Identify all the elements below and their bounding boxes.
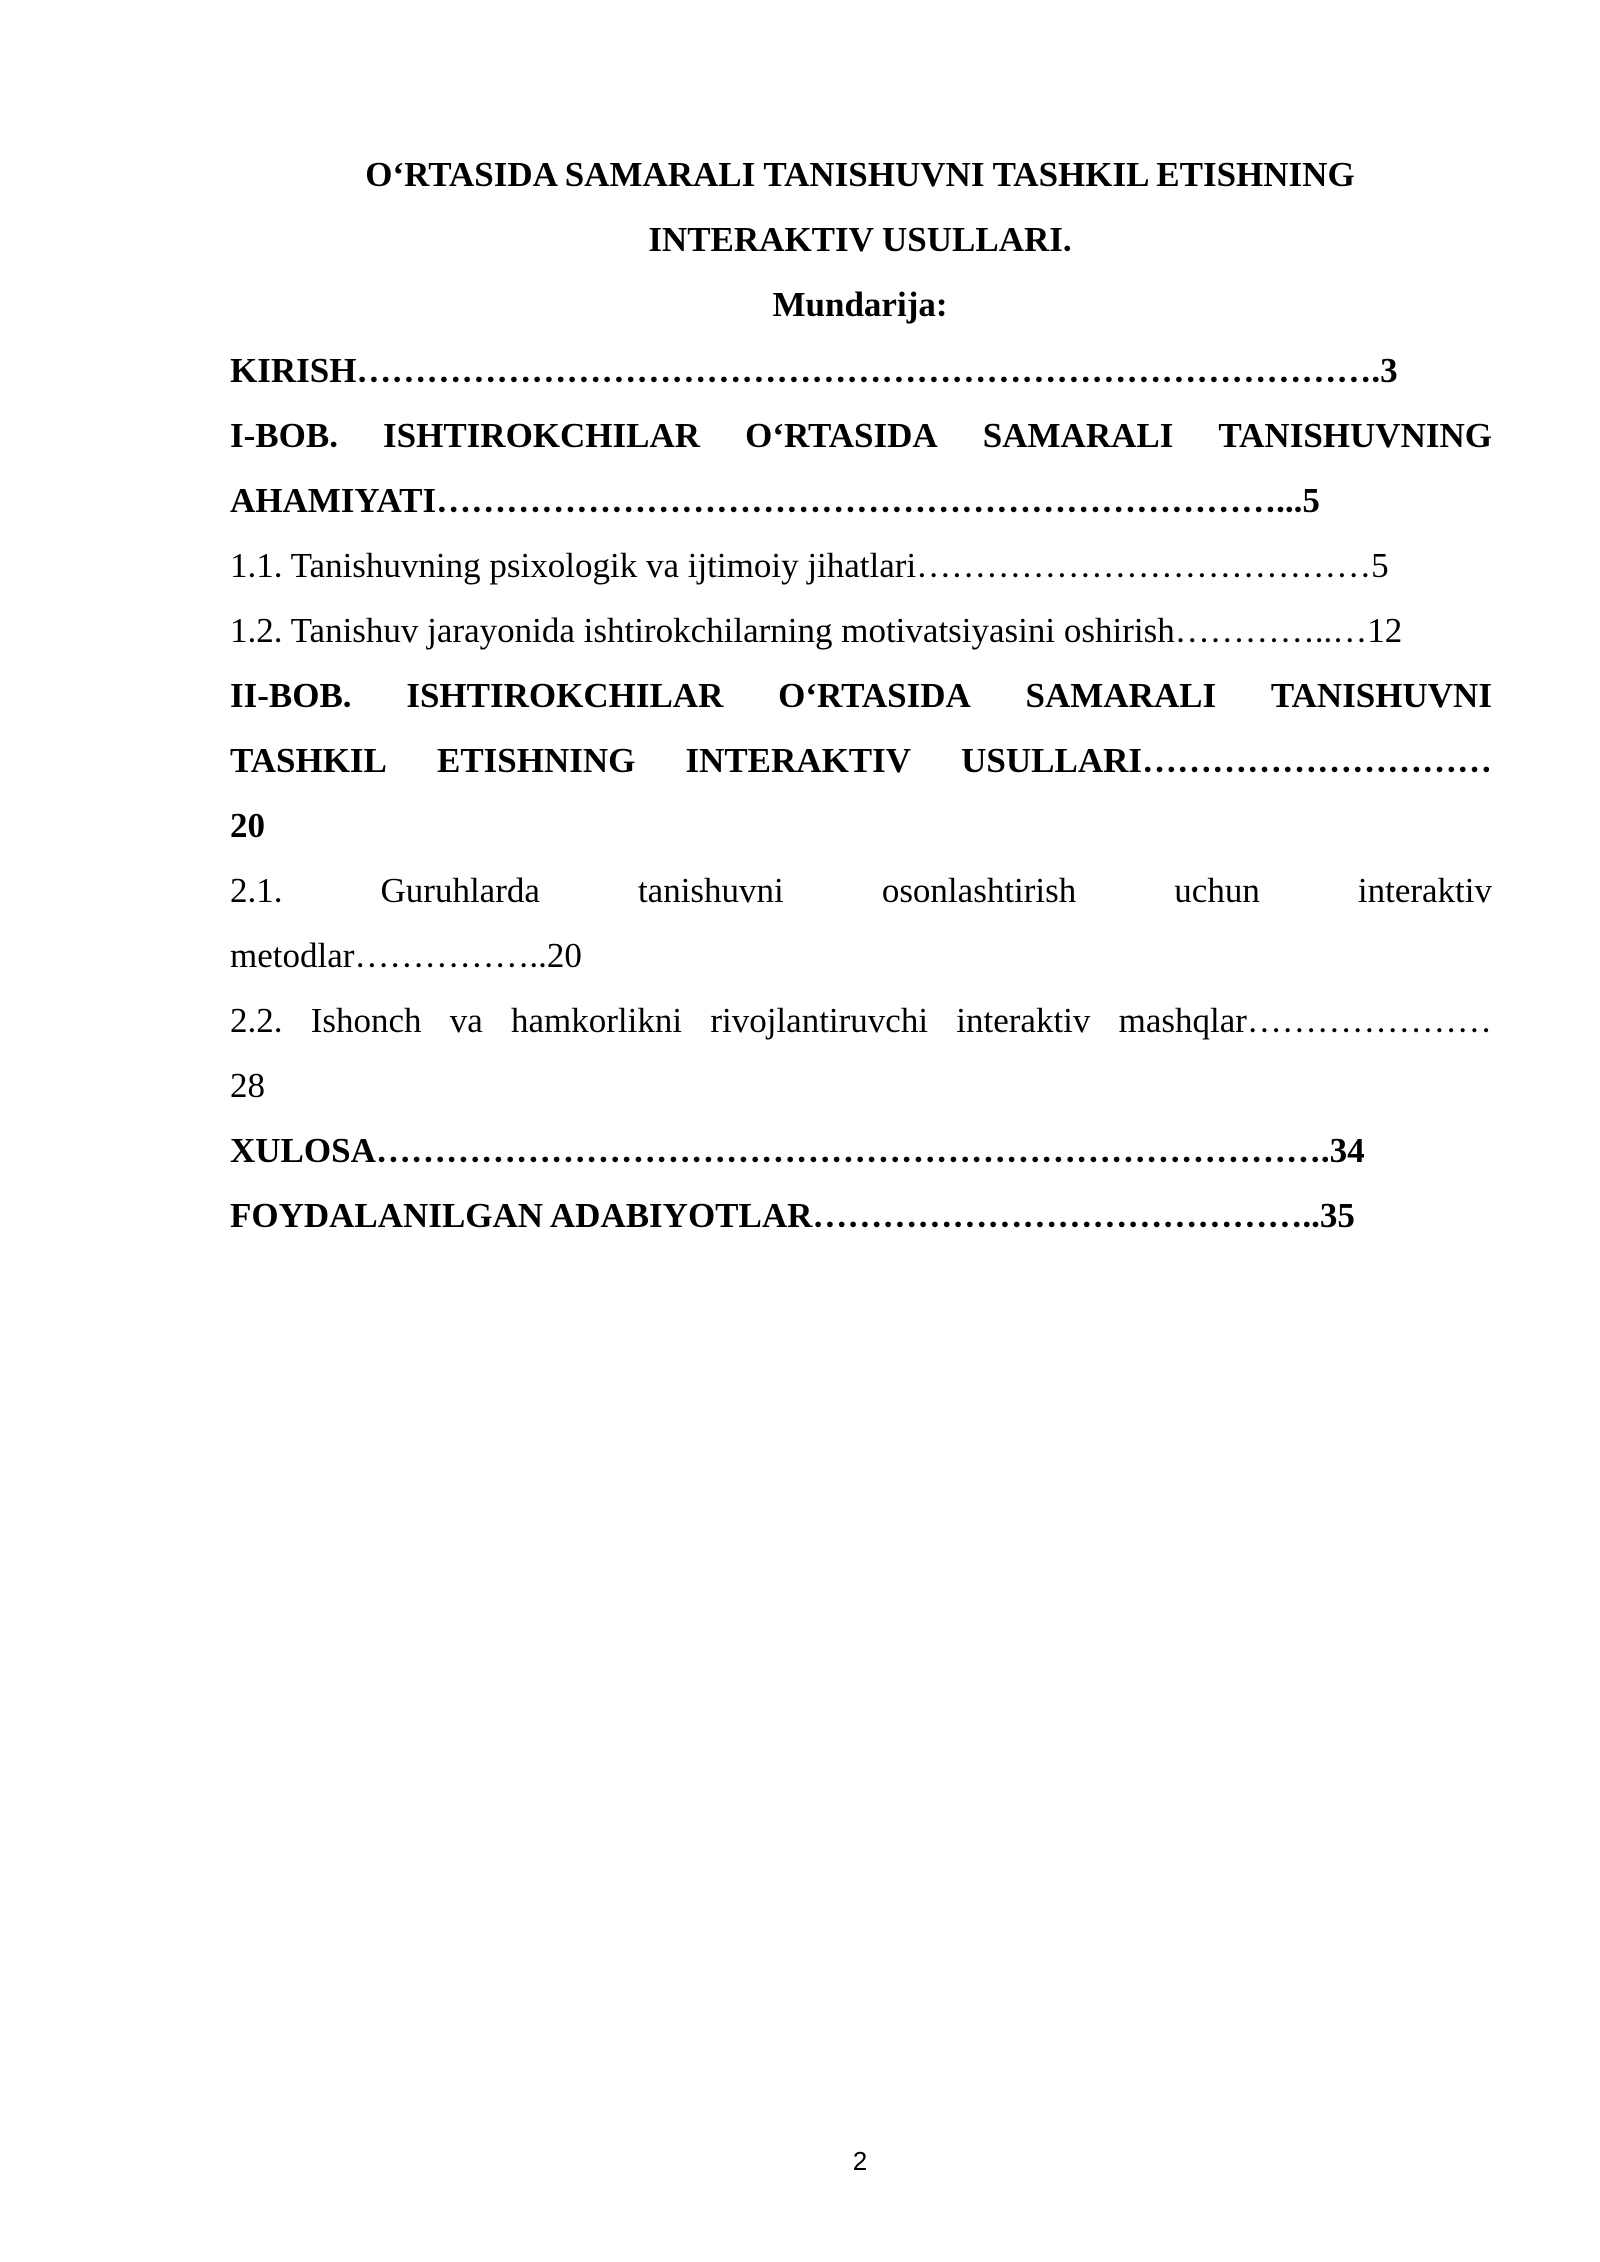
toc-word: Guruhlarda (380, 871, 540, 910)
toc-word: hamkorlikni (511, 1001, 683, 1040)
title-line-1: O‘RTASIDA SAMARALI TANISHUVNI TASHKIL ETISHNING (365, 155, 1355, 194)
toc-word: 2.2. (230, 1001, 283, 1040)
toc-entry-bob1-line1 (230, 416, 1492, 456)
toc-word: rivojlantiruvchi (710, 1001, 929, 1040)
toc-word: va (449, 1001, 483, 1040)
toc-word: ISHTIROKCHILAR (406, 676, 724, 715)
toc-entry-xulosa: XULOSA……………………………………………………………………….34 (230, 1131, 1365, 1170)
toc-entry-2-1-line1 (230, 871, 1492, 911)
toc-entry-1-2: 1.2. Tanishuv jarayonida ishtirokchilarning motivatsiyasini oshirish…………..…12 (230, 611, 1403, 650)
toc-word: mashqlar………………… (1118, 1001, 1492, 1040)
toc-word: interaktiv (1357, 871, 1492, 910)
toc-word: O‘RTASIDA (745, 416, 938, 455)
toc-word: osonlashtirish (881, 871, 1077, 910)
toc-entry-bob2-line2 (230, 741, 1492, 781)
toc-word: uchun (1174, 871, 1260, 910)
title-line-2: INTERAKTIV USULLARI. (648, 220, 1072, 259)
toc-word: TANISHUVNING (1218, 416, 1492, 455)
toc-word: II-BOB. (230, 676, 352, 715)
toc-word: ISHTIROKCHILAR (383, 416, 701, 455)
toc-entry-2-1-line2: metodlar……………..20 (230, 936, 582, 975)
toc-word: 2.1. (230, 871, 283, 910)
toc-word: SAMARALI (1025, 676, 1217, 715)
toc-word: USULLARI………………………… (961, 741, 1492, 780)
toc-word: TASHKIL (230, 741, 387, 780)
toc-word: INTERAKTIV (685, 741, 912, 780)
page-number: 2 (852, 2146, 868, 2176)
toc-word: Ishonch (310, 1001, 422, 1040)
toc-entry-1-1: 1.1. Tanishuvning psixologik va ijtimoiy jihatlari…………………………………5 (230, 546, 1389, 585)
toc-word: SAMARALI (982, 416, 1174, 455)
toc-word: tanishuvni (637, 871, 784, 910)
contents-heading: Mundarija: (772, 285, 948, 324)
toc-entry-2-2-line2: 28 (230, 1066, 265, 1105)
toc-word: I-BOB. (230, 416, 338, 455)
toc-entry-bob1-line2: AHAMIYATI………………………………………………………………...5 (230, 481, 1320, 520)
toc-entry-2-2-line1 (230, 1001, 1492, 1041)
toc-word: ETISHNING (436, 741, 636, 780)
toc-entry-bob2-line3: 20 (230, 806, 265, 845)
toc-entry-bob2-line1 (230, 676, 1492, 716)
toc-word: interaktiv (956, 1001, 1091, 1040)
toc-entry-adabiyotlar: FOYDALANILGAN ADABIYOTLAR……………………………………..35 (230, 1196, 1355, 1235)
toc-entry-kirish: KIRISH…………………………………………………………………………….3 (230, 351, 1398, 390)
toc-word: O‘RTASIDA (778, 676, 971, 715)
toc-word: TANISHUVNI (1270, 676, 1492, 715)
